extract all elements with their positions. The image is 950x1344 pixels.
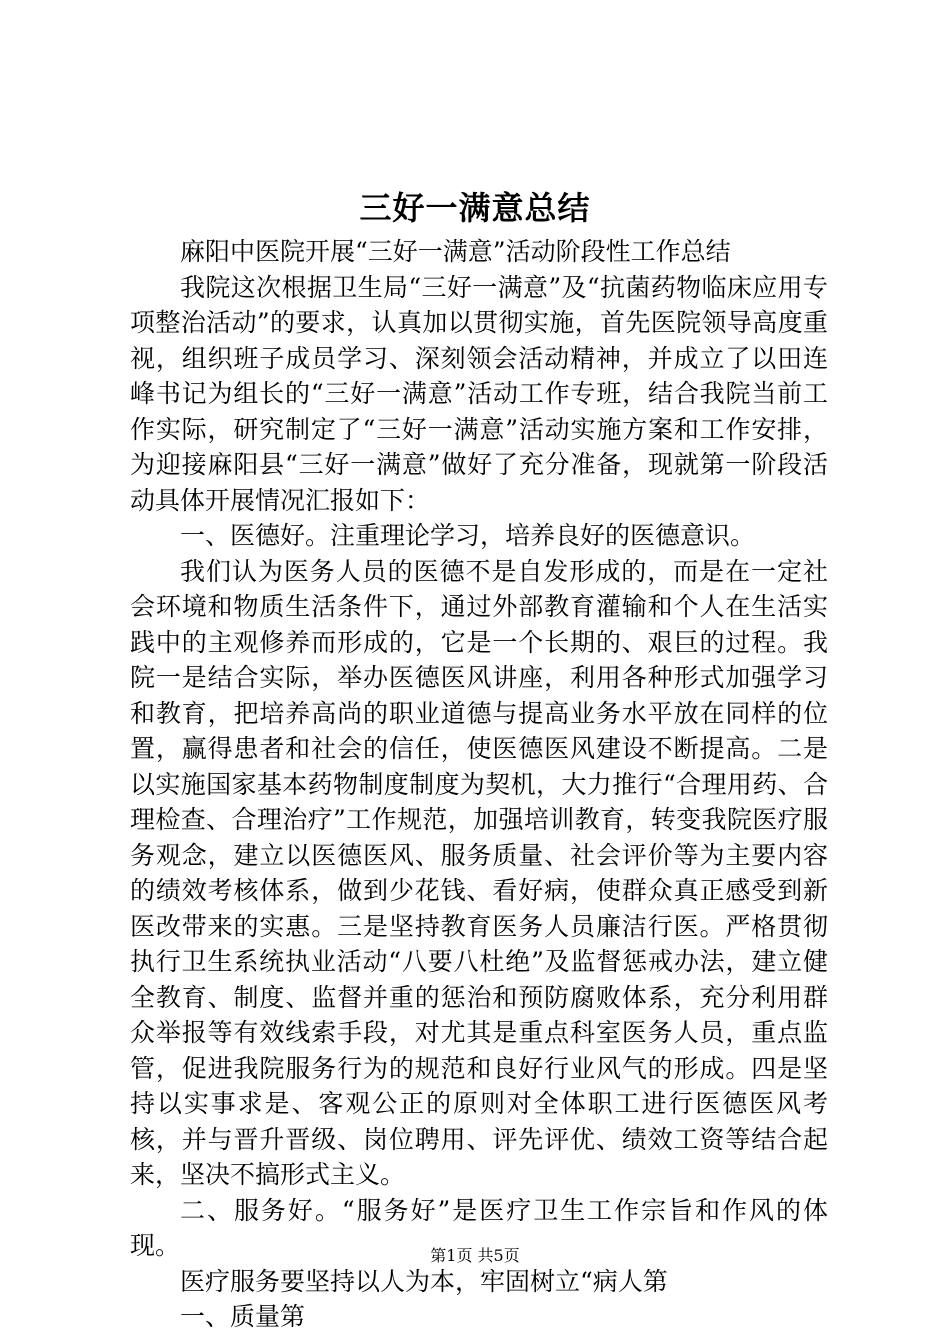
paragraph-section-2: 医疗服务要坚持以人为本，牢固树立“病人第 [180,1266,668,1296]
paragraph-intro: 我院这次根据卫生局“三好一满意”及“抗菌药物临床应用专项整治活动”的要求，认真加以贯彻实施，首先医院领导高度重视，组织班子成员学习、深刻领会活动精神，并成立了以田连峰书记为组长的“三好一满意”活动工作专班，结合我院当前工作实际，研究制定了“三好一满意”活动实施方案和工作安排，为迎接麻阳县“三好一满意”做好了充分准备，现就第一阶段活动具体开展情况汇报如下： [130,272,828,515]
paragraph-heading-1: 一、医德好。注重理论学习，培养良好的医德意识。 [180,521,756,550]
document-body [130,234,828,1335]
paragraph-section-1: 我们认为医务人员的医德不是自发形成的，而是在一定社会环境和物质生活条件下，通过外部教育灌输和个人在生活实践中的主观修养而形成的，它是一个长期的、艰巨的过程。我院一是结合实际，举办医德医风讲座，利用各种形式加强学习和教育，把培养高尚的职业道德与提高业务水平放在同样的位置，赢得患者和社会的信任，使医德医风建设不断提高。二是以实施国家基本药物制度制度为契机，大力推行“合理用药、合理检查、合理治疗”工作规范，加强培训教育，转变我院医疗服务观念，建立以医德医风、服务质量、社会评价等为主要内容的绩效考核体系，做到少花钱、看好病，使群众真正感受到新医改带来的实惠。三是坚持教育医务人员廉洁行医。严格贯彻执行卫生系统执业活动“八要八杜绝”及监督惩戒办法，建立健全教育、制度、监督并重的惩治和预防腐败体系，充分利用群众举报等有效线索手段，对尤其是重点科室医务人员，重点监管，促进我院服务行为的规范和良好行业风气的形成。四是坚持以实事求是、客观公正的原则对全体职工进行医德医风考核，并与晋升晋级、岗位聘用、评先评优、绩效工资等结合起来，坚决不搞形式主义。 [130,556,828,1189]
paragraph-heading-2: 二、服务好。“服务好”是医疗卫生工作宗旨和作风的体现。 [130,1195,828,1260]
paragraph-subtitle: 麻阳中医院开展“三好一满意”活动阶段性工作总结 [180,237,731,266]
page-footer: 第1页 共5页 [430,1246,520,1265]
page-title: 三好一满意总结 [359,189,591,227]
paragraph-fragment: 一、质量第 [180,1302,306,1331]
